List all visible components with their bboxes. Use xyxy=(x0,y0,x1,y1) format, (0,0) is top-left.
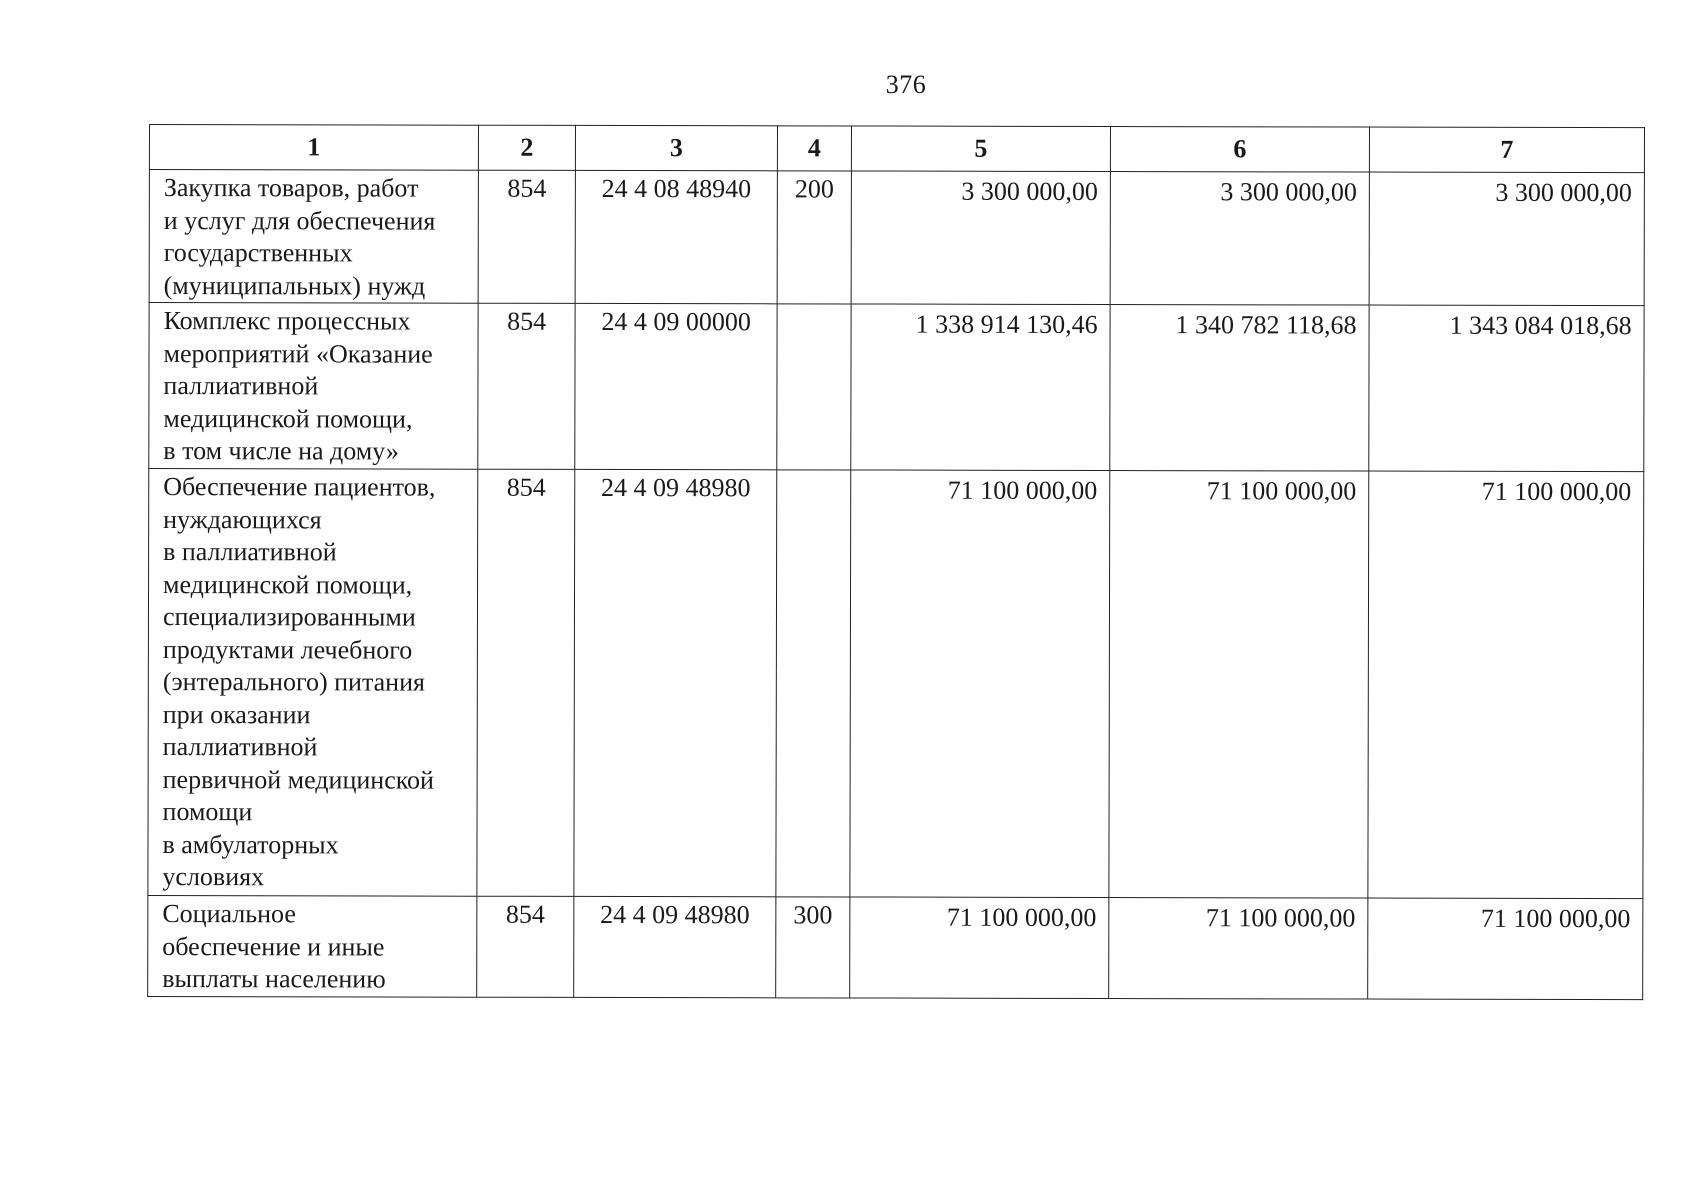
row-name-line: выплаты населению xyxy=(162,964,386,994)
column-header: 6 xyxy=(1110,127,1369,173)
row-name-line: условиях xyxy=(162,862,265,892)
row-name-line: мероприятий «Оказание xyxy=(163,338,433,369)
row-name-line: помощи xyxy=(162,797,253,827)
row-name-line: продуктами лечебного xyxy=(162,634,413,665)
row-name-line: медицинской помощи, xyxy=(163,403,413,434)
row-name-cell xyxy=(148,469,478,897)
row-name-line: в паллиативной xyxy=(163,537,337,567)
expense-type-cell xyxy=(777,304,851,470)
row-name-line: в амбулаторных xyxy=(162,829,339,859)
row-name-line: (энтерального) питания xyxy=(162,667,426,697)
row-name-cell xyxy=(149,170,478,304)
amount-col5-cell: 3 300 000,00 xyxy=(851,171,1110,305)
table-row xyxy=(148,895,1643,999)
chapter-code-cell: 854 xyxy=(478,303,575,469)
row-name-line: паллиативной xyxy=(163,371,319,401)
row-name-line: государственных xyxy=(163,238,353,268)
amount-col6-cell: 3 300 000,00 xyxy=(1110,172,1369,306)
row-name-cell xyxy=(148,895,477,996)
amount-col5-cell: 1 338 914 130,46 xyxy=(851,304,1110,471)
table-row xyxy=(149,303,1644,472)
row-name-line: Социальное xyxy=(162,899,296,929)
row-name-cell xyxy=(149,303,478,470)
row-name-line: Комплекс процессных xyxy=(163,306,411,336)
target-article-cell: 24 4 09 48980 xyxy=(574,469,777,896)
column-header: 4 xyxy=(777,126,851,171)
row-name-line: Обеспечение пациентов, xyxy=(163,472,436,502)
amount-col7-cell: 71 100 000,00 xyxy=(1368,471,1644,899)
row-name-line: медицинской помощи, xyxy=(163,569,413,600)
row-name-line: обеспечение и иные xyxy=(162,931,385,961)
column-header: 5 xyxy=(851,126,1110,172)
expense-type-cell: 200 xyxy=(777,171,851,304)
amount-col6-cell: 71 100 000,00 xyxy=(1109,898,1368,999)
chapter-code-cell: 854 xyxy=(477,896,574,997)
row-name-line: Закупка товаров, работ xyxy=(163,173,419,203)
amount-col5-cell: 71 100 000,00 xyxy=(850,897,1109,998)
target-article-cell: 24 4 08 48940 xyxy=(575,170,777,303)
column-header: 7 xyxy=(1369,127,1644,173)
amount-col7-cell: 3 300 000,00 xyxy=(1369,172,1644,306)
row-name-line: и услуг для обеспечения xyxy=(163,205,436,236)
amount-col7-cell: 1 343 084 018,68 xyxy=(1369,305,1644,472)
row-name-line: при оказании xyxy=(162,699,311,729)
target-article-cell: 24 4 09 00000 xyxy=(575,303,777,469)
column-header: 2 xyxy=(478,125,575,170)
amount-col6-cell: 1 340 782 118,68 xyxy=(1110,305,1369,472)
target-article-cell: 24 4 09 48980 xyxy=(574,896,776,997)
row-name-line: специализированными xyxy=(162,602,416,632)
column-header: 1 xyxy=(149,125,478,171)
table-row xyxy=(148,469,1644,899)
expense-type-cell: 300 xyxy=(776,897,850,998)
row-name-line: нуждающихся xyxy=(163,504,322,534)
amount-col6-cell: 71 100 000,00 xyxy=(1109,471,1369,899)
row-name-line: в том числе на дому» xyxy=(163,436,399,466)
row-name-line: паллиативной xyxy=(162,732,318,762)
table-row xyxy=(149,170,1644,306)
amount-col7-cell: 71 100 000,00 xyxy=(1368,898,1643,999)
budget-table xyxy=(147,124,1645,1000)
column-header: 3 xyxy=(575,125,777,170)
amount-col5-cell: 71 100 000,00 xyxy=(850,470,1110,898)
expense-type-cell xyxy=(776,470,851,897)
row-name-line: первичной медицинской xyxy=(162,764,435,795)
table-header-row xyxy=(149,125,1644,173)
chapter-code-cell: 854 xyxy=(477,469,575,896)
page-number: 376 xyxy=(885,70,927,99)
row-name-line: (муниципальных) нужд xyxy=(163,270,426,301)
chapter-code-cell: 854 xyxy=(478,170,575,303)
